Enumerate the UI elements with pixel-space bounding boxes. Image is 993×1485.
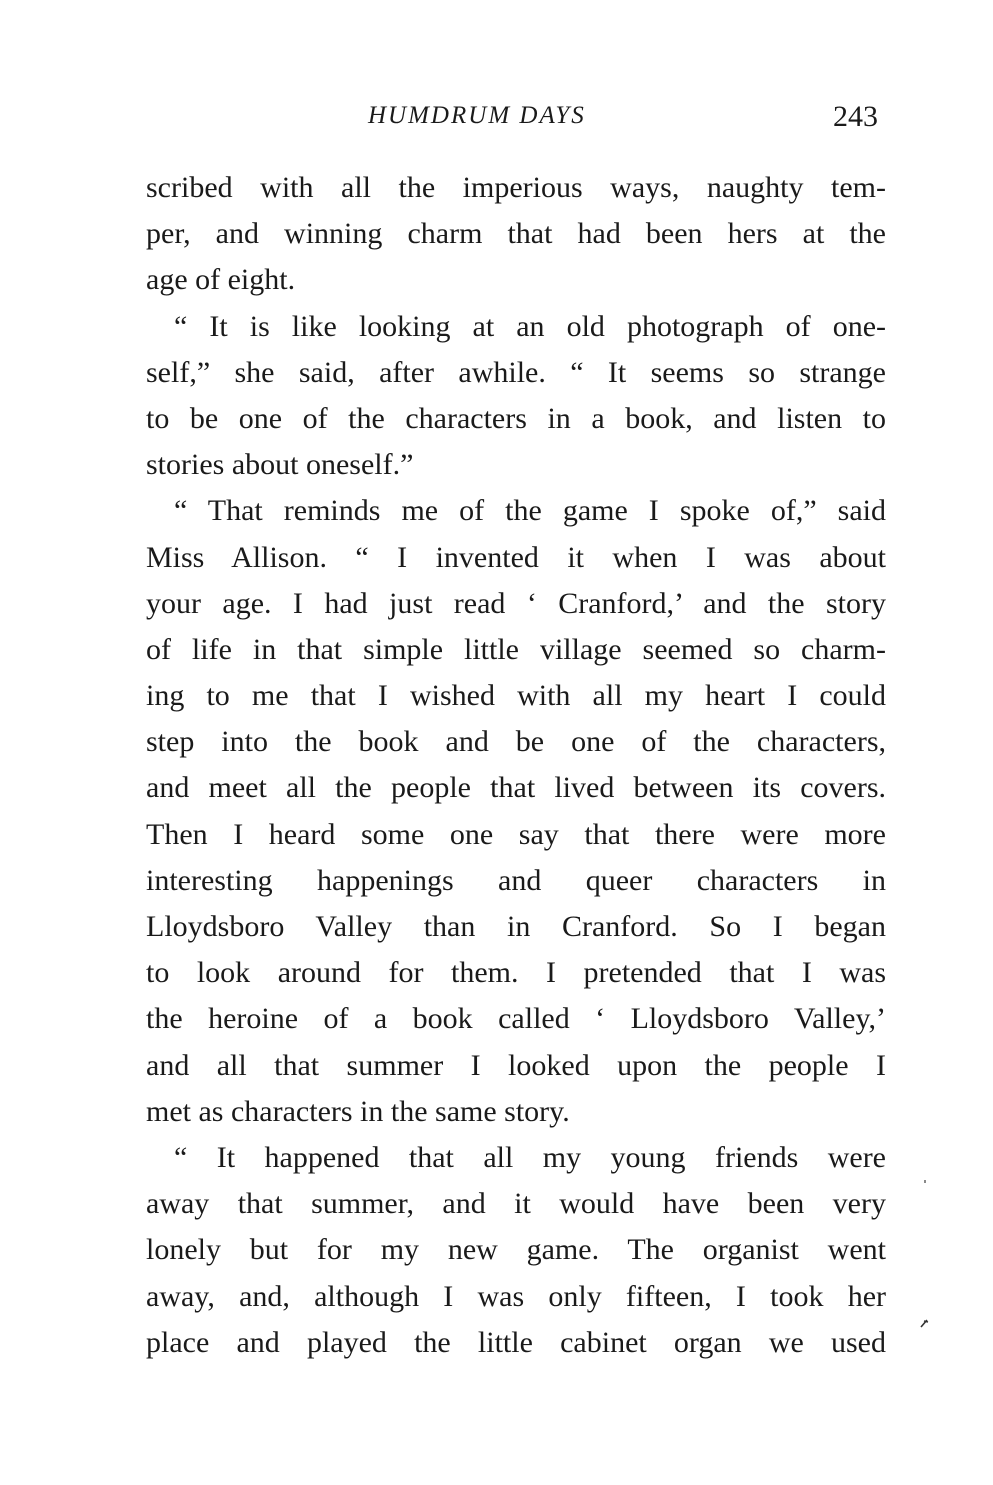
text-line: interesting happenings and queer characters in bbox=[146, 863, 886, 897]
running-head bbox=[146, 100, 886, 140]
text-line: met as characters in the same story. bbox=[146, 1094, 570, 1128]
text-line: and meet all the people that lived between its covers. bbox=[146, 771, 886, 805]
text-line: ing to me that I wished with all my heart I could bbox=[146, 679, 886, 713]
text-line: away that summer, and it would have been very bbox=[146, 1187, 886, 1221]
text-line: per, and winning charm that had been hers at the bbox=[146, 217, 886, 251]
text-line: step into the book and be one of the characters, bbox=[146, 725, 886, 759]
text-line: age of eight. bbox=[146, 263, 296, 297]
text-line: the heroine of a book called ‘ Lloydsboro Valley,’ bbox=[146, 1002, 886, 1036]
text-line: place and played the little cabinet organ we used bbox=[146, 1325, 886, 1359]
body-text bbox=[146, 165, 886, 1405]
text-line: “ It happened that all my young friends were bbox=[174, 1140, 886, 1174]
text-line: lonely but for my new game. The organist went bbox=[146, 1233, 886, 1267]
text-line: scribed with all the imperious ways, naughty tem- bbox=[146, 171, 886, 204]
text-line: of life in that simple little village seemed so charm- bbox=[146, 632, 886, 666]
text-line: Then I heard some one say that there were more bbox=[146, 817, 886, 851]
text-line: Miss Allison. “ I invented it when I was about bbox=[146, 540, 886, 574]
text-line: to look around for them. I pretended that I was bbox=[146, 956, 886, 990]
text-line: self,” she said, after awhile. “ It seems so strange bbox=[146, 355, 886, 389]
page-number: 243 bbox=[833, 100, 878, 133]
running-title: HUMDRUM DAYS bbox=[368, 102, 586, 129]
scan-speck bbox=[918, 1316, 932, 1330]
text-line: Lloydsboro Valley than in Cranford. So I began bbox=[146, 910, 886, 943]
text-line: stories about oneself.” bbox=[146, 448, 414, 482]
text-line: and all that summer I looked upon the people I bbox=[146, 1048, 886, 1082]
text-line: “ It is like looking at an old photograph of one- bbox=[174, 309, 886, 343]
text-line: “ That reminds me of the game I spoke of,” said bbox=[174, 494, 886, 528]
text-line: to be one of the characters in a book, and listen to bbox=[146, 401, 886, 435]
scan-speck bbox=[924, 1180, 926, 1183]
scan-specks bbox=[918, 1180, 948, 1340]
text-line: your age. I had just read ‘ Cranford,’ and the story bbox=[146, 586, 886, 620]
text-line: away, and, although I was only fifteen, I took her bbox=[146, 1279, 886, 1313]
